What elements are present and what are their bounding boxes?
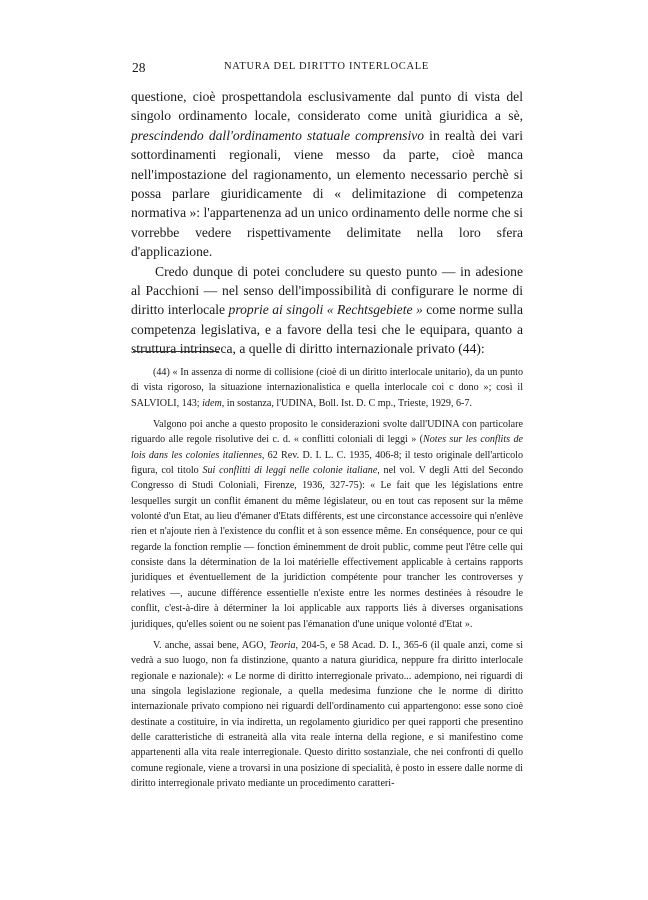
footnote-ago-text-c: , 204-5, e 58 Acad. D. I., 365-6 (il quale anzi, come si vedrà a suo luogo, non fa distinzione, quanto a natura giuridica, neppure fra diritto interlocale regionale e nazionale): « Le norme di diritto interregionale privato... adempiono, nei riguardi di una singola legislazione regionale, a quella medesima funzione che le norme di diritto internazionale privato compiono nei riguardi dell'ordinamento cui appartengono: esse sono cioè destinate a costituire, in via indiretta, un regolamento giuridico per quei rapporti che presentino delle caratteristiche di estraneità alla vita reale interna della regione, e si manifestino come appartenenti alla vita reale interregionale. Questo diritto sostanziale, che nei confronti di quello comune regionale, viene a trovarsi in una posizione di specialità, è posto in essere dalle norme di diritto interregionale privato mediante un procedimento caratteri- [131,639,523,789]
footnote-ago [131,638,523,791]
footnote-separator [133,351,219,352]
page-number: 28 [132,60,146,75]
footnote-44-italic: idem [202,397,222,409]
body-paragraph-2-text-a: Credo dunque di potei concludere su questo punto — in adesione al Pacchioni — nel senso dell'impossibilità di configurare le norme di diritto interlocale [131,263,523,318]
body-paragraph-2-text-c: come norme sulla competenza legislativa, e a favore della tesi che le equipara, quanto a struttura intrinseca, a quelle di diritto internazionale privato (44): [131,302,523,357]
running-title: NATURA DEL DIRITTO INTERLOCALE [223,61,430,72]
footnote-udina [131,417,523,632]
footnote-udina-text-e: , nel vol. V degli Atti del Secondo Congresso di Studi Coloniali, Firenze, 1936, 327-75): « Le fait que les législations entre lesquelles surgit un conflit émanent du même législateur, ou en tout cas reposent sur la même volonté d'un Etat, au lieu d'émaner d'Etats différents, est une circonstance accessoire qui n'enlève rien et n'ajoute rien à l'existence du conflit et à son essence même. En conséquence, pour ce qui regarde la fonction remplie — fonction éminemment de droit public, comme peut l'être celle qui consiste dans la détermination de la loi matérielle effectivement applicable à certains rapports juridiques et éventuellement de la juridiction compétente pour trancher les controverses y relatives —, aucune différence essentielle n'existe entre les normes destinées à résoudre le conflit, c'est-à-dire à déterminer la loi applicable aux rapports liés à diverses organisations juridiques, qu'elles soient ou ne soient pas l'émanation d'une unique volonté d'Etat ». [131,465,523,630]
footnote-udina-text-c: , 62 Rev. D. I. L. C. 1935, 406-8; il testo originale dell'articolo figura, col titolo [131,449,524,477]
footnote-udina-italic-2: Sui conflitti di leggi nelle colonie italiane [202,465,378,477]
footnote-44-text-a: (44) « In assenza di norme di collisione (cioè di un diritto interlocale unitario), da un punto di vista rigoroso, la situazione internazionalistica e quella interlocale coi c dono »; così il SALVIOLI, 143; [131,367,523,409]
body-paragraph-1 [131,87,523,262]
footnote-udina-italic-1: Notes sur les conflits de lois dans les colonies italiennes [131,434,523,461]
body-paragraph-1-text-a: questione, cioè prospettandola esclusivamente dal punto di vista del singolo ordinamento locale, considerato come unità giuridica a sè, [131,89,523,124]
footnote-udina-text-a: Valgono poi anche a questo proposito le considerazioni svolte dall'UDINA con particolare riguardo alle regole risolutive dei c. d. « conflitti coloniali di leggi » ( [131,419,523,446]
footnote-44 [131,365,523,411]
body-text [131,87,523,359]
body-paragraph-2 [131,262,523,359]
body-paragraph-2-italic: proprie ai singoli « Rechtsgebiete » [228,302,423,318]
body-paragraph-1-text-c: in realtà dei vari sottordinamenti regionali, viene messo da parte, cioè manca nell'impostazione del ragionamento, un elemento necessario perchè si possa parlare giuridicamente di « delimitazione di competenza normativa »: l'appartenenza ad un unico ordinamento delle norme che si vorrebbe vedere rispettivamente delimitate nella loro sfera d'applicazione. [131,127,523,260]
body-paragraph-1-italic: prescindendo dall'ordinamento statuale comprensivo [131,127,425,143]
footnote-ago-text-a: V. anche, assai bene, AGO, [153,639,270,651]
footnotes [131,365,523,791]
footnote-ago-italic: Teoria [269,639,296,651]
running-head [130,60,523,76]
footnote-44-text-c: , in sostanza, l'UDINA, Boll. Ist. D. C mp., Trieste, 1929, 6-7. [221,397,472,409]
